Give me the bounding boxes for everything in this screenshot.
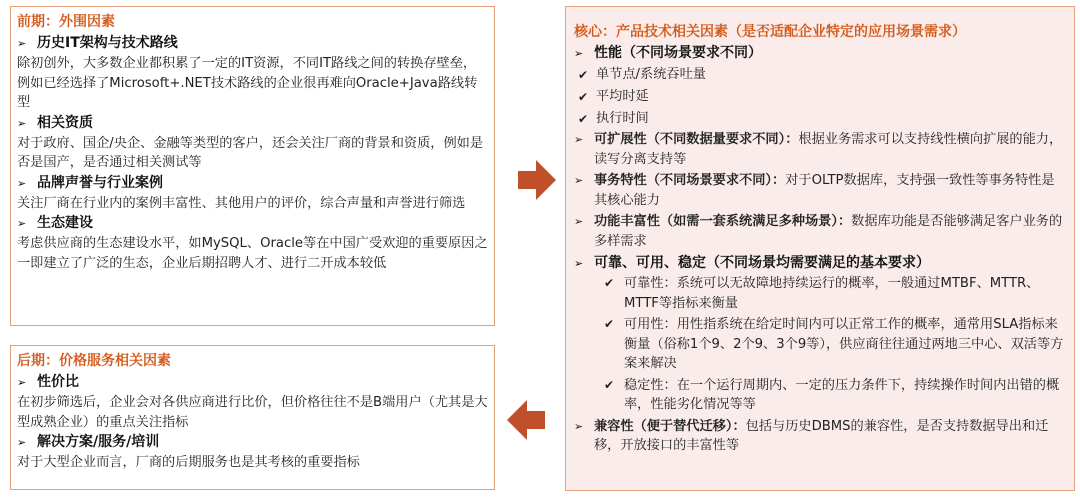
- perf-item: ✔ 执行时间: [574, 108, 1066, 130]
- arrowhead-bullet-icon: ➢: [574, 257, 584, 270]
- core-transaction: ➢ 事务特性（不同场景要求不同）：对于OLTP数据库，支持强一致性等事务特性是其核心能力: [574, 173, 1055, 208]
- late-heading-service: ➢ 解决方案/服务/培训: [17, 432, 488, 453]
- early-title: 前期：外围因素: [17, 14, 115, 30]
- check-icon: ✔: [578, 112, 589, 126]
- arrowhead-bullet-icon: ➢: [17, 116, 27, 130]
- arrowhead-bullet-icon: ➢: [574, 174, 584, 187]
- early-body-brand: 关注厂商在行业内的案例丰富性、其他用户的评价，综合声量和声誉进行筛选: [17, 195, 466, 211]
- early-heading-brand: ➢ 品牌声誉与行业案例: [17, 173, 488, 194]
- late-factors-box: [10, 345, 495, 490]
- arrowhead-bullet-icon: ➢: [574, 133, 584, 146]
- early-heading-qual: ➢ 相关资质: [17, 113, 488, 134]
- perf-item: ✔ 平均时延: [574, 86, 1066, 108]
- early-heading-it: ➢ 历史IT架构与技术路线: [17, 33, 488, 54]
- check-icon: ✔: [604, 377, 615, 392]
- arrowhead-bullet-icon: ➢: [17, 376, 27, 389]
- early-heading-eco: ➢ 生态建设: [17, 213, 488, 234]
- perf-item: ✔ 单节点/系统吞吐量: [574, 64, 1066, 86]
- early-body-qual: 对于政府、国企/央企、金融等类型的客户，还会关注厂商的背景和资质，例如是否是国产，是否通过相关测试等: [17, 135, 484, 170]
- core-functionality: ➢ 功能丰富性（如需一套系统满足多种场景）：数据库功能是否能够满足客户业务的多样需求: [574, 214, 1063, 249]
- arrowhead-bullet-icon: ➢: [17, 217, 27, 230]
- early-body-eco: 考虑供应商的生态建设水平，如MySQL、Oracle等在中国广受欢迎的重要原因之一即建立了广泛的生态，企业后期招聘人才、进行二开成本较低: [17, 236, 488, 271]
- stability-item: ✔ 稳定性：在一个运行周期内、一定的压力条件下，持续操作时间内出错的概率，性能劣化情况等等: [604, 377, 1060, 412]
- availability-item: ✔ 可用性：用性指系统在给定时间内可以正常工作的概率，通常用SLA指标来衡量（俗称1个9、2个9、3个9等），供应商往往通过两地三中心、双活等方案来解决: [604, 317, 1064, 371]
- check-icon: ✔: [578, 90, 589, 104]
- core-scalability: ➢ 可扩展性（不同数据量要求不同）：根据业务需求可以支持线性横向扩展的能力，读写分离支持等: [574, 132, 1063, 167]
- core-compatibility: ➢ 兼容性（便于替代迁移）：包括与历史DBMS的兼容性，是否支持数据导出和迁移，开放接口的丰富性等: [574, 418, 1049, 453]
- reliability-item: ✔ 可靠性：系统可以无故障地持续运行的概率，一般通过MTBF、MTTR、MTTF等指标来衡量: [604, 276, 1040, 311]
- core-title: 核心：产品技术相关因素（是否适配企业特定的应用场景需求）: [574, 24, 966, 40]
- core-heading-reliability: ➢ 可靠、可用、稳定（不同场景均需要满足的基本要求）: [574, 253, 1066, 274]
- check-icon: ✔: [578, 68, 589, 82]
- late-body-price: 在初步筛选后，企业会对各供应商进行比价，但价格往往不是B端用户（尤其是大型成熟企业）的重点关注指标: [17, 395, 488, 430]
- late-heading-price: ➢ 性价比: [17, 372, 488, 393]
- core-factors-box: [565, 6, 1075, 491]
- arrowhead-bullet-icon: ➢: [17, 37, 27, 50]
- block-arrow-icon: [518, 160, 556, 200]
- block-arrow-icon: [507, 400, 545, 440]
- late-body-service: 对于大型企业而言，厂商的后期服务也是其考核的重要指标: [17, 455, 360, 470]
- early-factors-box: [10, 6, 495, 326]
- arrowhead-bullet-icon: ➢: [574, 419, 584, 433]
- late-title: 后期：价格服务相关因素: [17, 353, 171, 369]
- arrowhead-bullet-icon: ➢: [574, 215, 584, 228]
- arrowhead-bullet-icon: ➢: [17, 176, 27, 190]
- arrowhead-bullet-icon: ➢: [574, 47, 584, 60]
- arrowhead-bullet-icon: ➢: [17, 436, 27, 449]
- check-icon: ✔: [604, 276, 615, 290]
- core-heading-perf: ➢ 性能（不同场景要求不同）: [574, 43, 1066, 64]
- check-icon: ✔: [604, 317, 615, 331]
- early-body-it: 除初创外，大多数企业都积累了一定的IT资源，不同IT路线之间的转换存壁垒，例如已经选择了Microsoft+.NET技术路线的企业很再难向Oracle+Java路线转型: [17, 56, 478, 110]
